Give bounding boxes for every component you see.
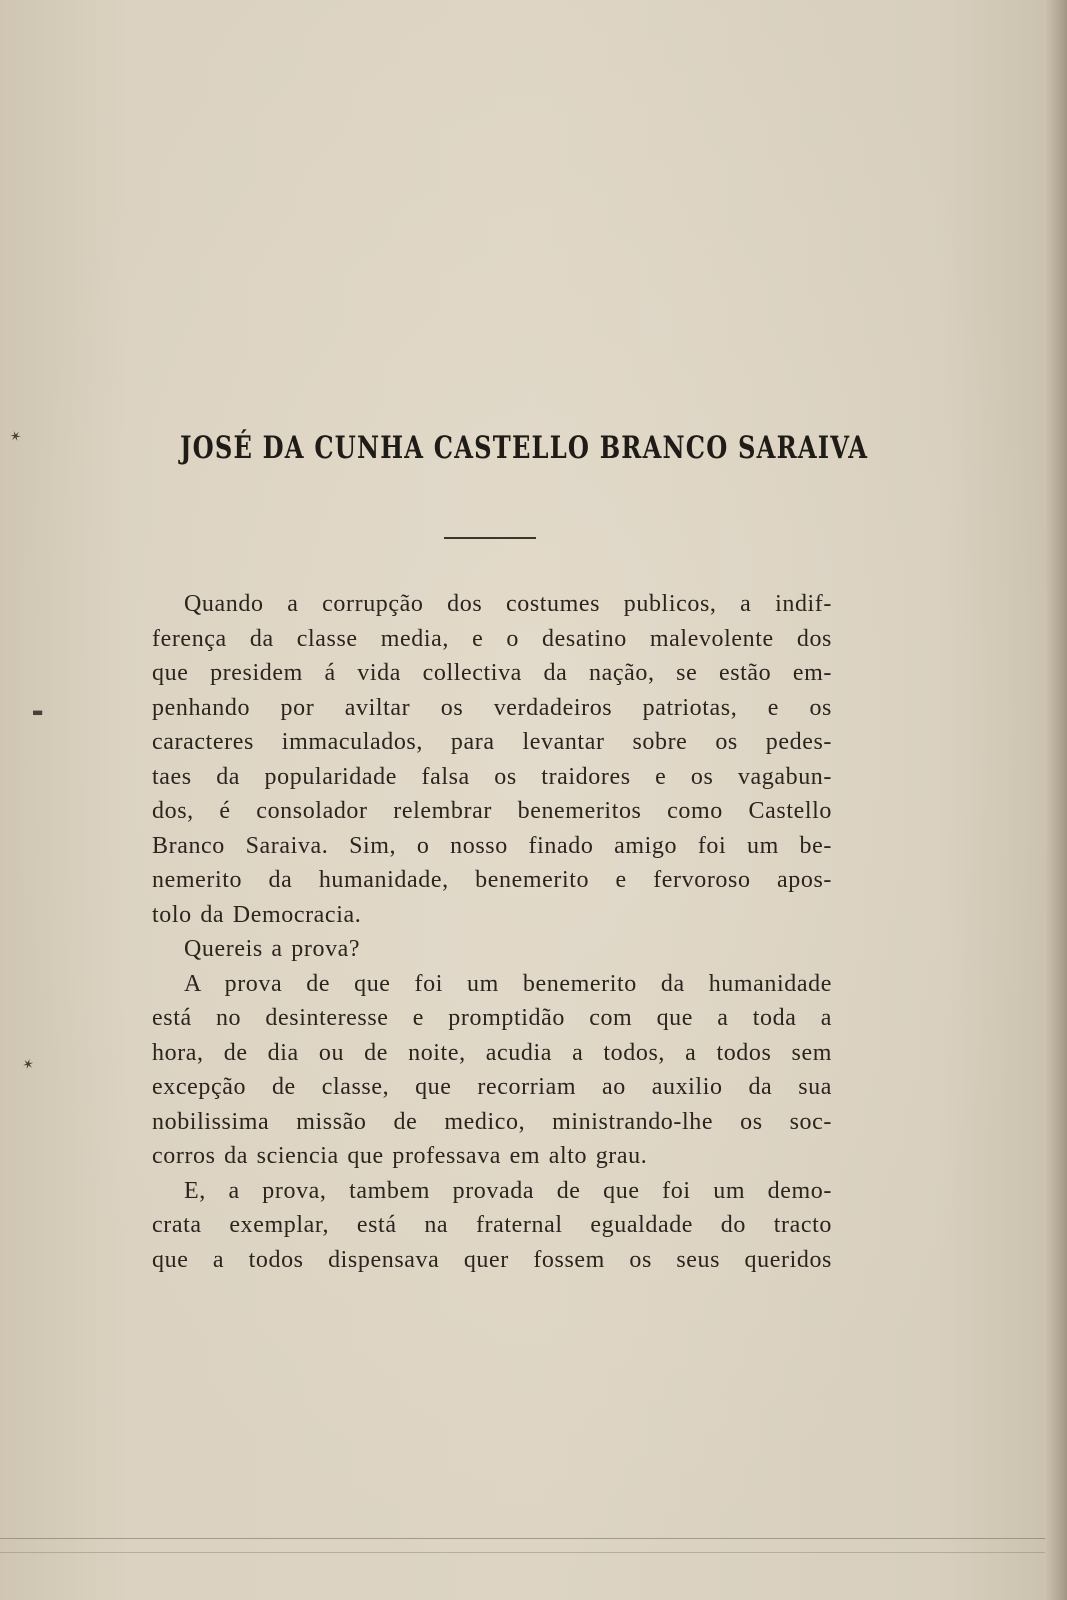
bottom-rule: [0, 1538, 1045, 1539]
text-line: tolo da Democracia.: [152, 901, 362, 928]
text-line: excepção de classe, que recorriam ao auxilio da sua: [152, 1074, 832, 1100]
margin-mark-icon: ✶: [20, 1055, 36, 1075]
text-line: nemerito da humanidade, benemerito e fervoroso apos-: [152, 867, 832, 893]
text-line: crata exemplar, está na fraternal egualdade do tracto: [152, 1212, 832, 1238]
text-line: que presidem á vida collectiva da nação, se estão em-: [152, 660, 832, 686]
text-line: A prova de que foi um benemerito da humanidade: [184, 970, 832, 997]
bottom-rule: [0, 1552, 1045, 1553]
text-line: corros da sciencia que professava em alto grau.: [152, 1143, 648, 1169]
text-line: hora, de dia ou de noite, acudia a todos, a todos sem: [152, 1039, 832, 1066]
text-line: Branco Saraiva. Sim, o nosso finado amigo foi um be-: [152, 832, 832, 859]
margin-mark-icon: ✶: [7, 427, 25, 447]
text-line: E, a prova, tambem provada de que foi um demo-: [184, 1177, 832, 1204]
body-text: [152, 587, 832, 1277]
text-line: está no desinteresse e promptidão com que a toda a: [152, 1005, 832, 1031]
text-line: ferença da classe media, e o desatino malevolente dos: [152, 625, 832, 652]
margin-mark-icon: ▬: [32, 705, 44, 719]
page-title: JOSÉ DA CUNHA CASTELLO BRANCO SARAIVA: [180, 430, 869, 466]
text-line: Quando a corrupção dos costumes publicos, a indif-: [184, 591, 832, 617]
text-line: nobilissima missão de medico, ministrando-lhe os soc-: [152, 1108, 832, 1135]
text-line: penhando por aviltar os verdadeiros patriotas, e os: [152, 694, 832, 721]
text-line: dos, é consolador relembrar benemeritos como Castello: [152, 798, 832, 824]
page-edge-shadow: [1045, 0, 1067, 1600]
text-line: taes da popularidade falsa os traidores e os vagabun-: [152, 763, 832, 790]
text-line: Quereis a prova?: [184, 936, 361, 962]
text-line: caracteres immaculados, para levantar sobre os pedes-: [152, 729, 832, 755]
text-line: que a todos dispensava quer fossem os seus queridos: [152, 1246, 832, 1273]
title-divider: [444, 537, 536, 539]
